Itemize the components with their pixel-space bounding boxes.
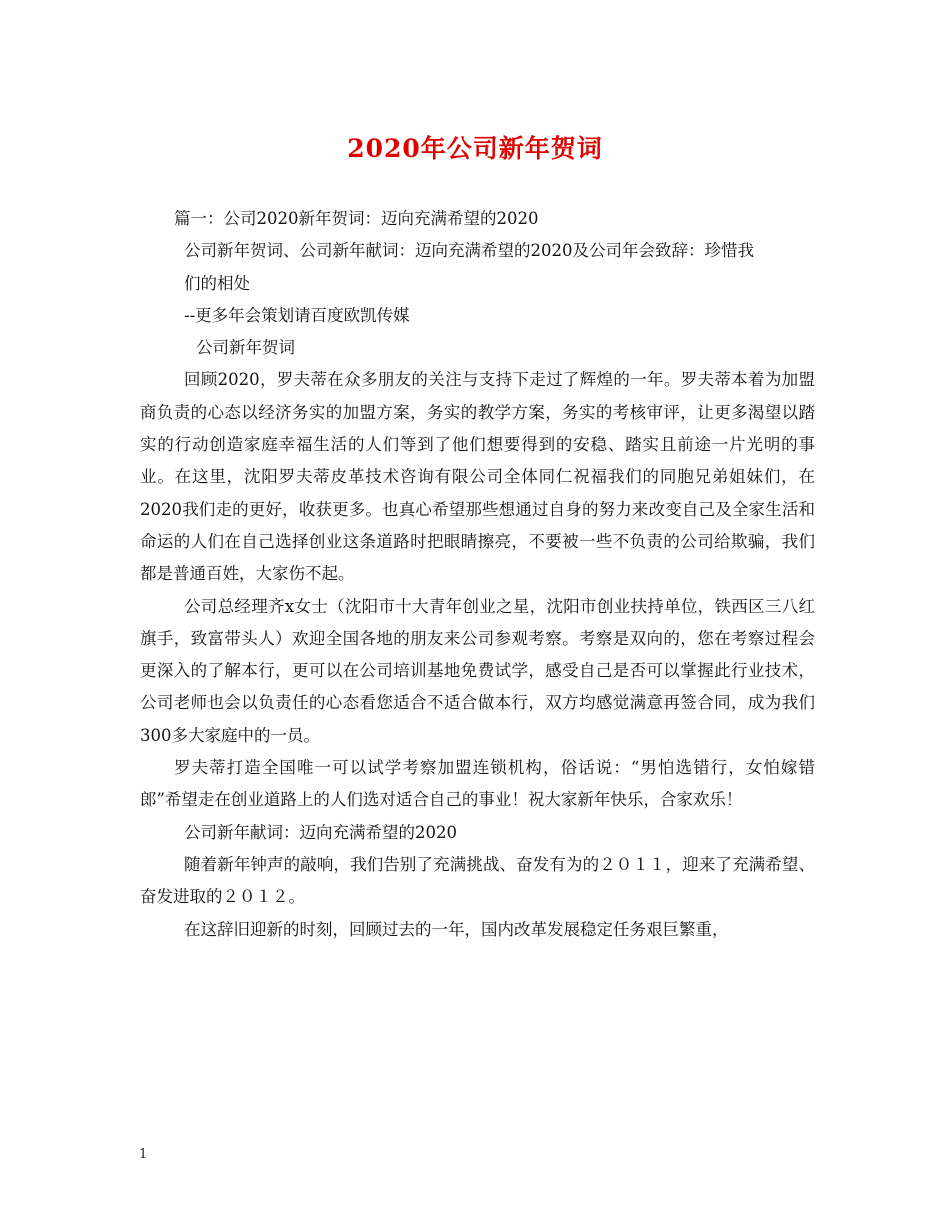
paragraph-source-note: --更多年会策划请百度欧凯传媒 (184, 305, 410, 325)
page-number: 1 (139, 1147, 148, 1162)
document-body (140, 203, 815, 946)
paragraph-heading: 公司新年献词：迈向充满希望的2020 (184, 822, 457, 842)
paragraph-section-heading: 篇一：公司2020新年贺词：迈向充满希望的2020 (174, 209, 539, 228)
paragraph-subtitle-line-1: 公司新年贺词、公司新年献词：迈向充满希望的2020及公司年会致辞：珍惜我 (184, 241, 754, 261)
paragraph-subtitle-line-2: 们的相处 (184, 273, 250, 293)
document-title: 2020年公司新年贺词 (347, 134, 603, 163)
paragraph-body: 回顾2020，罗夫蒂在众多朋友的关注与支持下走过了辉煌的一年。罗夫蒂本着为加盟商负责的心态以经济务实的加盟方案，务实的教学方案，务实的考核审评，让更多渴望以踏实的行动创造家庭幸福生活的人们等到了他们想要得到的安稳、踏实且前途一片光明的事业。在这里，沈阳罗夫蒂皮革技术咨询有限公司全体同仁祝福我们的同胞兄弟姐妹们，在2020我们走的更好，收获更多。也真心希望那些想通过自身的努力来改变自己及全家生活和命运的人们在自己选择创业这条道路时把眼睛擦亮，不要被一些不负责的公司给欺骗，我们都是普通百姓，大家伤不起。 (140, 370, 815, 584)
paragraph-body: 在这辞旧迎新的时刻，回顾过去的一年，国内改革发展稳定任务艰巨繁重， (184, 919, 729, 939)
paragraph-heading: 公司新年贺词 (196, 338, 295, 358)
paragraph-body: 随着新年钟声的敲响，我们告别了充满挑战、奋发有为的２０１１，迎来了充满希望、奋发进取的２０１２。 (140, 854, 815, 907)
paragraph-body: 罗夫蒂打造全国唯一可以试学考察加盟连锁机构，俗话说：“男怕选错行，女怕嫁错郎”希望走在创业道路上的人们选对适合自己的事业！祝大家新年快乐，合家欢乐！ (140, 758, 815, 810)
paragraph-body: 公司总经理齐x女士（沈阳市十大青年创业之星，沈阳市创业扶持单位，铁西区三八红旗手，致富带头人）欢迎全国各地的朋友来公司参观考察。考察是双向的，您在考察过程会更深入的了解本行，更可以在公司培训基地免费试学，感受自己是否可以掌握此行业技术，公司老师也会以负责任的心态看您适合不适合做本行，双方均感觉满意再签合同，成为我们300多大家庭中的一员。 (140, 596, 815, 745)
